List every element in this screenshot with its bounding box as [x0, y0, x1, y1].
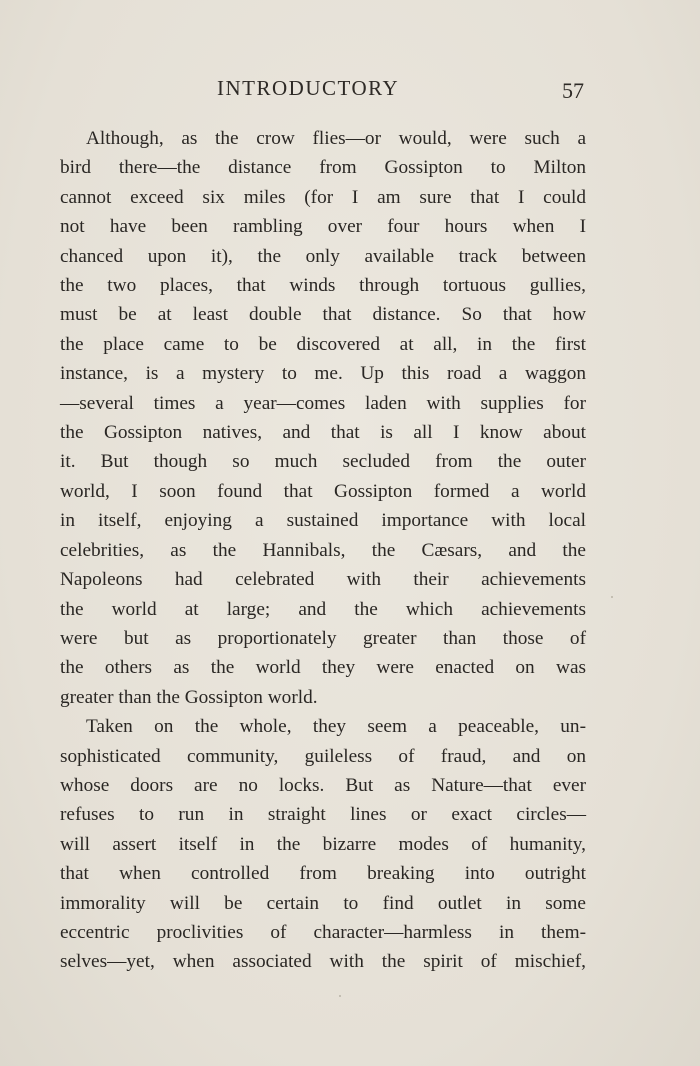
text-line: were but as proportionately greater than those of — [60, 627, 586, 649]
paper-speck — [611, 596, 613, 598]
text-line: it. But though so much secluded from the outer — [60, 451, 586, 473]
text-line: Although, as the crow flies—or would, were such a — [86, 128, 586, 149]
text-line: in itself, enjoying a sustained importance with local — [60, 510, 586, 532]
text-line: not have been rambling over four hours when I — [60, 216, 586, 238]
text-line: eccentric proclivities of character—harmless in them- — [60, 921, 586, 943]
text-line: the place came to be discovered at all, in the first — [60, 333, 586, 355]
text-line: will assert itself in the bizarre modes of humanity, — [60, 833, 586, 855]
paper-speck — [339, 995, 341, 997]
text-line: Napoleons had celebrated with their achievements — [60, 569, 586, 591]
paragraph-2 — [60, 712, 586, 977]
text-line: sophisticated community, guileless of fraud, and on — [60, 745, 586, 767]
text-line: celebrities, as the Hannibals, the Cæsars, and the — [60, 539, 586, 561]
text-line: whose doors are no locks. But as Nature—that ever — [60, 774, 586, 796]
text-line: the two places, that winds through tortuous gullies, — [60, 275, 586, 297]
text-line: that when controlled from breaking into outright — [60, 863, 586, 885]
body-text — [60, 124, 586, 977]
running-title: INTRODUCTORY — [217, 76, 400, 100]
page-number: 57 — [562, 78, 584, 103]
text-line: the world at large; and the which achievements — [60, 598, 586, 620]
text-line: immorality will be certain to find outlet in some — [60, 892, 586, 914]
text-line: world, I soon found that Gossipton formed a world — [60, 480, 586, 502]
text-line: refuses to run in straight lines or exact circles— — [60, 804, 586, 826]
text-line: selves—yet, when associated with the spirit of mischief, — [60, 951, 586, 973]
text-line: cannot exceed six miles (for I am sure that I could — [60, 186, 586, 208]
text-line: greater than the Gossipton world. — [60, 686, 318, 708]
text-line: must be at least double that distance. So that how — [60, 304, 586, 326]
text-line: the Gossipton natives, and that is all I know about — [60, 422, 586, 444]
paragraph-1 — [60, 124, 586, 712]
text-line: chanced upon it), the only available track between — [60, 245, 586, 267]
page-header — [60, 76, 586, 104]
text-line: the others as the world they were enacted on was — [60, 657, 586, 679]
text-line: Taken on the whole, they seem a peaceable, un- — [86, 716, 586, 738]
text-line: —several times a year—comes laden with supplies for — [60, 392, 586, 414]
text-line: bird there—the distance from Gossipton to Milton — [60, 157, 586, 179]
text-line: instance, is a mystery to me. Up this road a waggon — [60, 363, 586, 385]
